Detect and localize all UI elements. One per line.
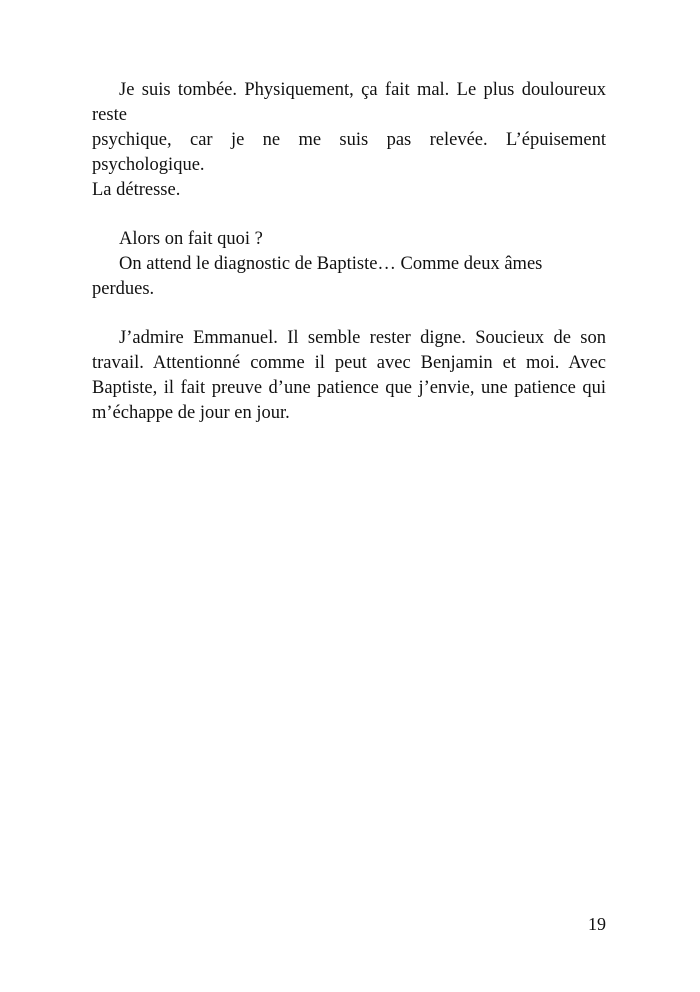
text-line: J’admire Emmanuel. Il semble rester digne. Soucieux de son: [119, 328, 606, 348]
text-line: m’échappe de jour en jour.: [92, 403, 290, 423]
text-line: La détresse.: [92, 180, 181, 200]
text-line: Baptiste, il fait preuve d’une patience que j’envie, une patience qui: [92, 378, 606, 398]
text-line: travail. Attentionné comme il peut avec Benjamin et moi. Avec: [92, 353, 606, 373]
paragraph-2: [92, 227, 606, 302]
text-line: On attend le diagnostic de Baptiste… Comme deux âmes perdues.: [92, 254, 543, 299]
text-line: psychique, car je ne me suis pas relevée. L’épuisement psychologique.: [92, 130, 606, 175]
page-body: [92, 78, 606, 450]
page-number: 19: [588, 914, 606, 934]
paragraph-3: [92, 326, 606, 426]
text-line: Je suis tombée. Physiquement, ça fait mal. Le plus douloureux reste: [92, 80, 606, 125]
paragraph-1: [92, 78, 606, 203]
text-line: Alors on fait quoi ?: [119, 229, 263, 249]
